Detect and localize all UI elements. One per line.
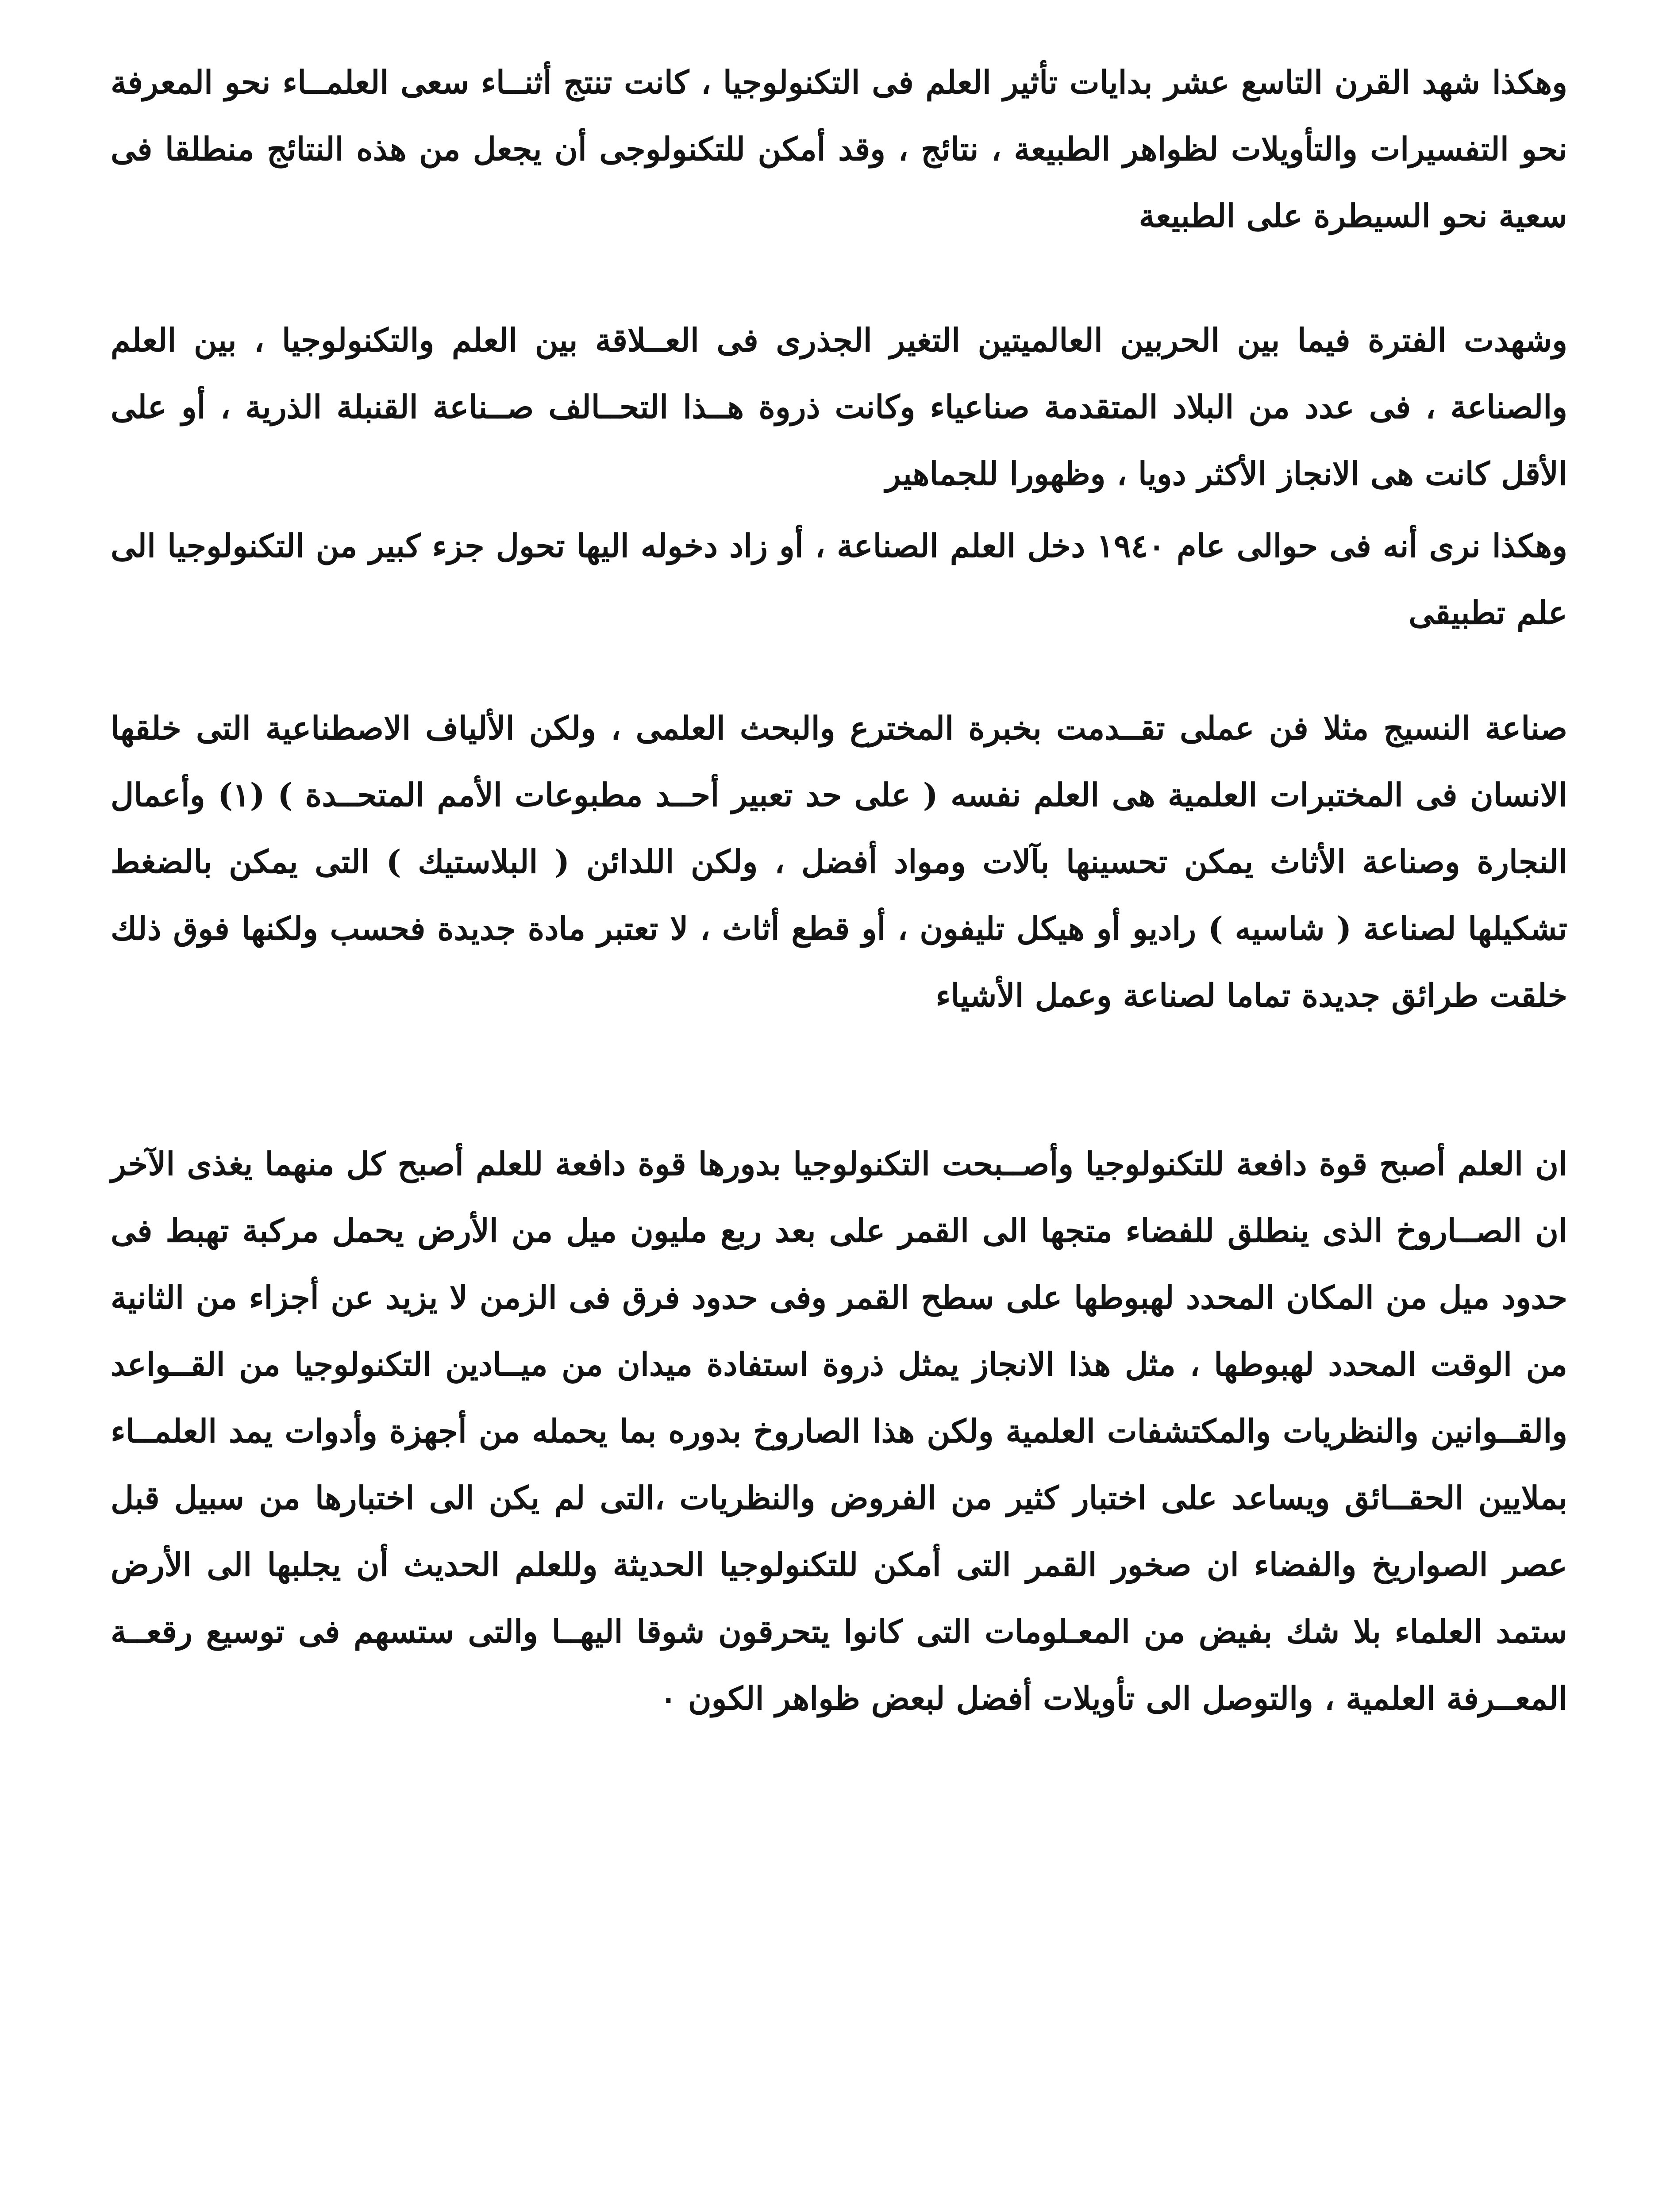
paragraph-2: وشهدت الفترة فيما بين الحربين العالميتين التغير الجذرى فى العــلاقة بين العلم والتكنولوجيا ، بين العلم والصناعة ، فى عدد من البلاد المتقدمة صناعياء وكانت ذروة هــذا التحــالف صــناعة القنبلة الذرية ، أو على الأقل كانت هى الانجاز الأكثر دويا ، وظهورا للجماهير <box>111 321 1567 492</box>
paragraph-4: صناعة النسيج مثلا فن عملى تقــدمت بخبرة المخترع والبحث العلمى ، ولكن الألياف الاصطناعية التى خلقها الانسان فى المختبرات العلمية هى العلم نفسه ( على حد تعبير أحــد مطبوعات الأمم المتحــدة ) (١) وأعمال النجارة وصناعة الأثاث يمكن تحسينها بآلات ومواد أفضل ، ولكن اللدائن ( البلاستيك ) التى يمكن بالضغط تشكيلها لصناعة ( شاسيه ) راديو أو هيكل تليفون ، أو قطع أثاث ، لا تعتبر مادة جديدة فحسب ولكنها فوق ذلك خلقت طرائق جديدة تماما لصناعة وعمل الأشياء <box>111 709 1567 1014</box>
paragraph-5: ان العلم أصبح قوة دافعة للتكنولوجيا وأصــبحت التكنولوجيا بدورها قوة دافعة للعلم أصبح كل منهما يغذى الآخر ان الصــاروخ الذى ينطلق للفضاء متجها الى القمر على بعد ربع مليون ميل من الأرض يحمل مركبة تهبط فى حدود ميل من المكان المحدد لهبوطها على سطح القمر وفى حدود فرق فى الزمن لا يزيد عن أجزاء من الثانية من الوقت المحدد لهبوطها ، مثل هذا الانجاز يمثل ذروة استفادة ميدان من ميــادين التكنولوجيا من القــواعد والقــوانين والنظريات والمكتشفات العلمية ولكن هذا الصاروخ بدوره بما يحمله من أجهزة وأدوات يمد العلمــاء بملايين الحقــائق ويساعد على اختبار كثير من الفروض والنظريات ،التى لم يكن الى اختبارها من سبيل قبل عصر الصواريخ والفضاء ان صخور القمر التى أمكن للتكنولوجيا الحديثة وللعلم الحديث أن يجلبها الى الأرض ستمد العلماء بلا شك بفيض من المعـلومات التى كانوا يتحرقون شوقا اليهــا والتى ستسهم فى توسيع رقعــة المعــرفة العلمية ، والتوصل الى تأويلات أفضل لبعض ظواهر الكون ٠ <box>111 1145 1567 1717</box>
paragraph-1: وهكذا شهد القرن التاسع عشر بدايات تأثير العلم فى التكنولوجيا ، كانت تنتج أثنــاء سعى العلمــاء نحو المعرفة نحو التفسيرات والتأويلات لظواهر الطبيعة ، نتائج ، وقد أمكن للتكنولوجى أن يجعل من هذه النتائج منطلقا فى سعية نحو السيطرة على الطبيعة <box>111 63 1567 234</box>
paragraph-3: وهكذا نرى أنه فى حوالى عام ١٩٤٠ دخل العلم الصناعة ، أو زاد دخوله اليها تحول جزء كبير من التكنولوجيا الى علم تطبيقى <box>111 527 1568 631</box>
